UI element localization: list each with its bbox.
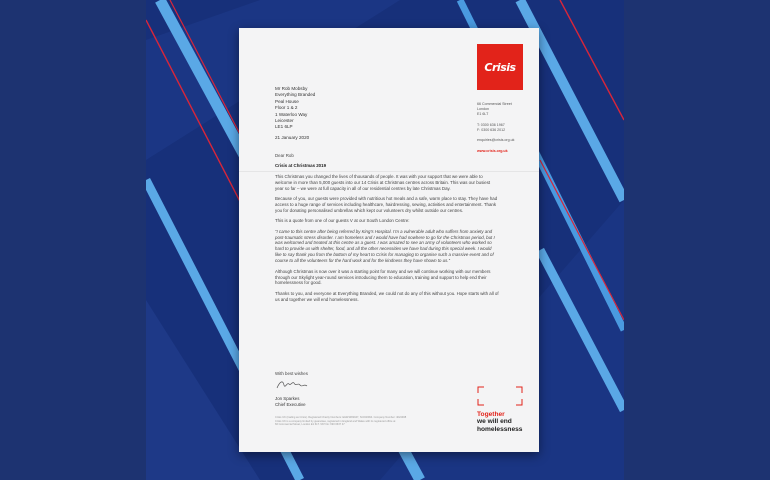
crisis-logo: Crisis xyxy=(477,44,523,90)
org-line: 66 Commercial Street xyxy=(477,102,512,106)
tagline-line: we will end xyxy=(477,418,512,426)
body-paragraph: Thanks to you, and everyone at Everything Branded, we could not do any of this without you. Hope starts with all of us and together we will end homelessness. xyxy=(275,290,499,302)
footer-line: 66 Commercial Street, London E1 6LT. VAT No: 690 0637 47 xyxy=(275,423,345,427)
tagline xyxy=(477,411,522,433)
tagline-line: homelessness xyxy=(477,425,523,433)
recipient-line: Everything Branded xyxy=(275,92,316,98)
footer-line: Crisis UK is a company limited by guarantee, registered in England and Wales with its registered office at xyxy=(275,419,396,423)
subject-line: Crisis at Christmas 2019 xyxy=(275,163,327,169)
org-address xyxy=(477,102,514,154)
signer-name: Jon Sparkes xyxy=(275,396,300,401)
signature-image xyxy=(275,378,315,392)
recipient-address xyxy=(275,86,315,131)
letter-date: 21 January 2020 xyxy=(275,135,310,140)
body-paragraph: Although Christmas is now over it was a starting point for many and we will continue working with our members through our Skylight year-round services introducing them to education, training and support to help end their homelessness for good. xyxy=(275,268,491,286)
guest-quote: “I came to this centre after being referred by King’s Hospital. I’m a vulnerable adult who suffers from anxiety and post-traumatic stress disorder. I am homeless and I would have had nowhere to go for the Christmas period, but I was welcomed and treated at this centre as a guest. I was amazed to see an army of volunteers who worked so hard to provide us with shelter, food, and all the other necessities we have had during this special week. I would like to say thank you from the bottom of my heart to Crisis for managing to organise such a massive event and of course to all the volunteers for the hard work and for the kindness they have shown to us.” xyxy=(275,228,495,264)
body-paragraph: This Christmas you changed the lives of thousands of people. It was with your support that we were able to welcome in more than 5,000 guests into our 14 Crisis at Christmas centres across Britain. This was our busiest year so far – we were at full capacity in all of our residential centres by late Christmas Day. xyxy=(275,173,491,191)
letter-page xyxy=(239,28,539,452)
body-paragraph: Because of you, our guests were provided with nutritious hot meals and a safe, warm place to stay. They have had access to a huge range of services including healthcare, hairdressing, sewing, activities and entertainment. Thank you for donating personalised umbrellas which kept our volunteers dry whilst outside our centres. xyxy=(275,196,498,213)
recipient-line: LE1 6LP xyxy=(275,124,293,130)
signer-title: Chief Executive xyxy=(275,401,306,407)
org-line: E1 6LT xyxy=(477,112,489,117)
org-line: London xyxy=(477,107,489,112)
website-link[interactable]: www.crisis.org.uk xyxy=(477,148,508,153)
sign-off: With best wishes xyxy=(275,371,308,376)
salutation: Dear Rob xyxy=(275,153,294,158)
org-line: T: 0300 636 1967 xyxy=(477,122,505,127)
letter-body xyxy=(275,153,499,307)
footer-line: Crisis UK (trading as Crisis). Registered Charity Numbers: E&W1082947, SC040094. Company Number: 4024938 xyxy=(275,416,407,419)
recipient-line: Mr Rob Mobsby xyxy=(275,86,308,91)
recipient-line: 1 Waterloo Way xyxy=(275,111,308,117)
recipient-line: Peal House xyxy=(275,98,299,104)
recipient-line: Leicester xyxy=(275,118,294,124)
legal-footer xyxy=(275,416,425,427)
recipient-line: Floor 1 & 2 xyxy=(275,105,298,111)
body-paragraph: This is a quote from one of our guests V at our South London Centre: xyxy=(275,218,410,224)
corner-brackets-icon xyxy=(477,386,523,406)
signer-block xyxy=(275,396,306,408)
org-line: F: 0300 636 2012 xyxy=(477,128,506,133)
tagline-line: Together xyxy=(477,411,505,418)
org-line: enquiries@crisis.org.uk xyxy=(477,138,515,143)
